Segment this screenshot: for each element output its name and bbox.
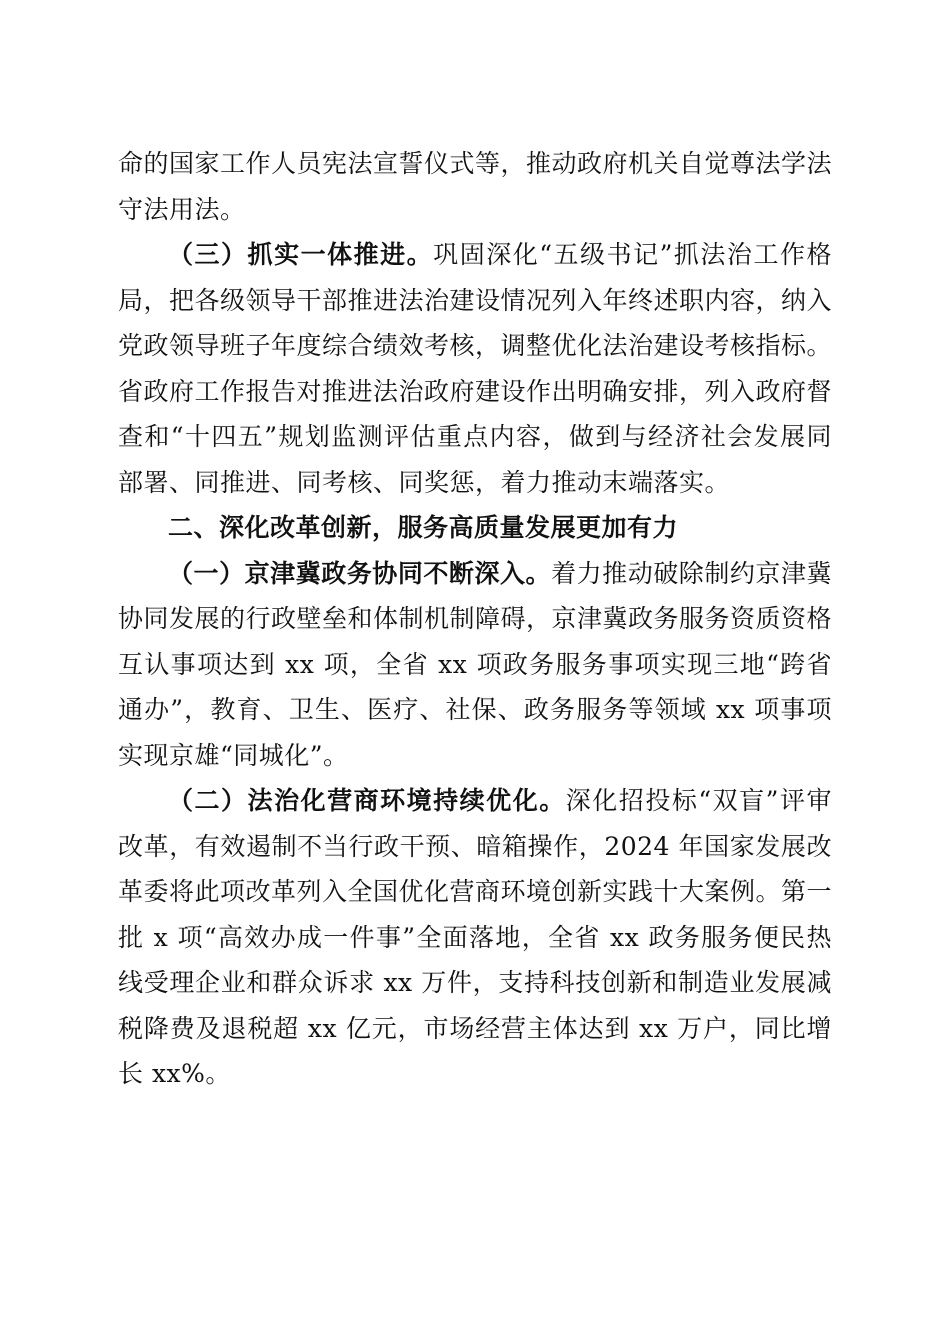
paragraph-integrated-promotion [118, 232, 832, 505]
paragraph-text: 深化招投标“双盲”评审改革，有效遏制不当行政干预、暗箱操作，2024 年国家发展改革委将此项改革列入全国优化营商环境创新实践十大案例。第一批 x 项“高效办成一件事”全面落地，全省 xx 政务服务便民热线受理企业和群众诉求 xx 万件，支持科技创新和制造业发展减税降费及退税超 xx 亿元，市场经营主体达到 xx 万户，同比增长 xx%。 [118, 786, 833, 1088]
paragraph-lead-heading: （二）法治化营商环境持续优化。 [168, 786, 566, 815]
paragraph-text: 命的国家工作人员宪法宣誓仪式等，推动政府机关自觉尊法学法守法用法。 [118, 149, 833, 224]
document-body [118, 141, 832, 1097]
paragraph-lead-heading: （三）抓实一体推进。 [168, 240, 434, 269]
paragraph-business-environment [118, 778, 832, 1097]
paragraph-text: 着力推动破除制约京津冀协同发展的行政壁垒和体制机制障碍，京津冀政务服务资质资格互认事项达到 xx 项，全省 xx 项政务服务事项实现三地“跨省通办”，教育、卫生、医疗、社保、政务服务等领域 xx 项事项实现京雄“同城化”。 [118, 558, 833, 770]
paragraph-lead-heading: （一）京津冀政务协同不断深入。 [168, 558, 552, 588]
paragraph-jjj-coordination [118, 551, 832, 779]
paragraph-continuation [118, 141, 832, 232]
section-heading: 二、深化改革创新，服务高质量发展更加有力 [168, 513, 679, 542]
paragraph-text: 巩固深化“五级书记”抓法治工作格局，把各级领导干部推进法治建设情况列入年终述职内容，纳入党政领导班子年度综合绩效考核，调整优化法治建设考核指标。省政府工作报告对推进法治政府建设作出明确安排，列入政府督查和“十四五”规划监测评估重点内容，做到与经济社会发展同部署、同推进、同考核、同奖惩，着力推动末端落实。 [118, 240, 833, 497]
